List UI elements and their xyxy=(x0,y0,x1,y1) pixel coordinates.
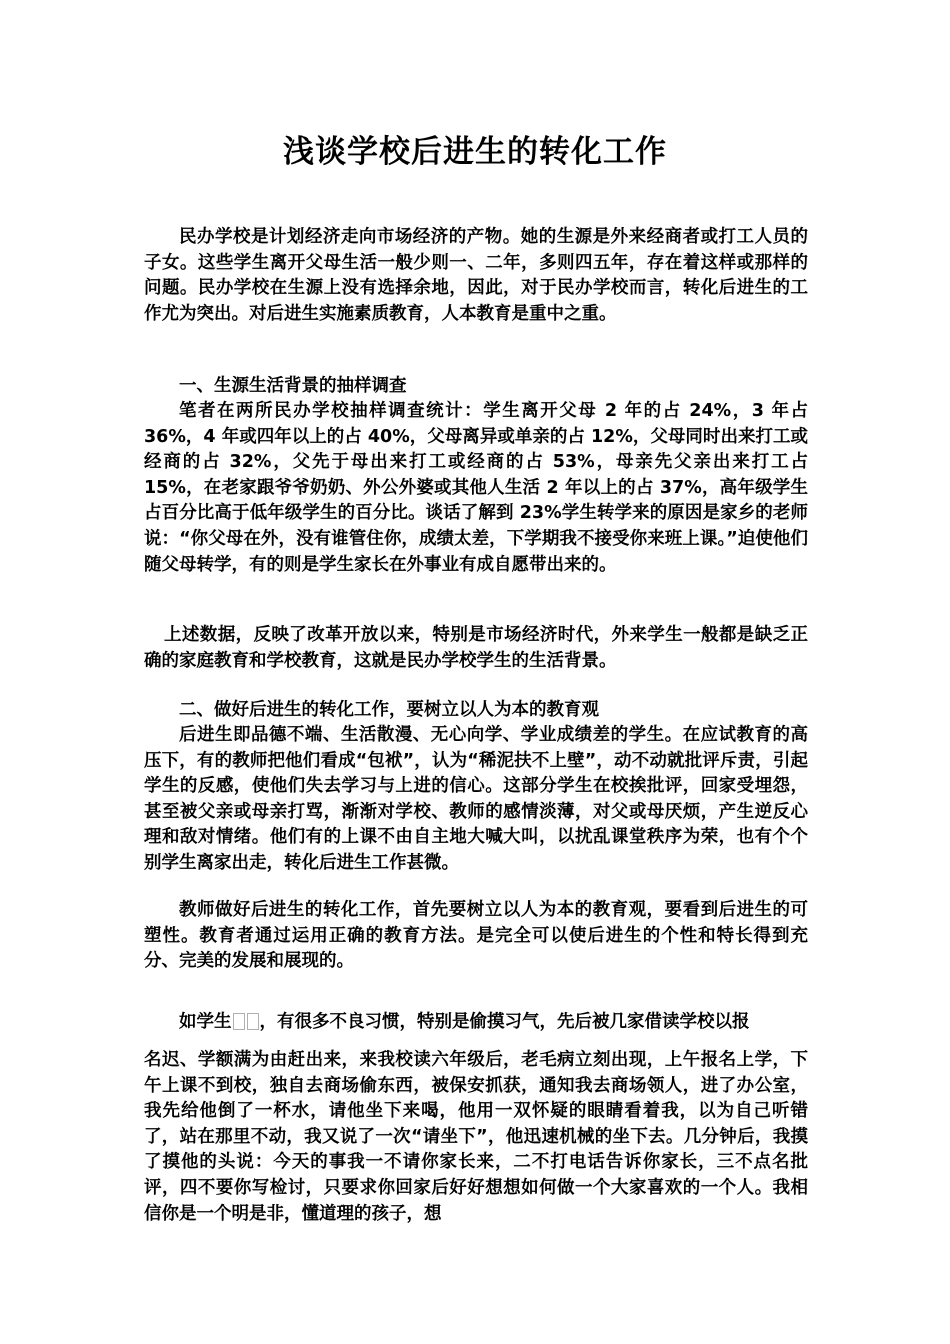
example-lead-text: 如学生 xyxy=(179,1012,232,1032)
section-2-heading: 二、做好后进生的转化工作，要树立以人为本的教育观 xyxy=(179,700,599,720)
example-body: 名迟、学额满为由赶出来，来我校读六年级后，老毛病立刻出现，上午报名上学，下午上课不到校，独自去商场偷东西，被保安抓获，通知我去商场领人，进了办公室，我先给他倒了一杯水，请他坐下来喝，他用一双怀疑的眼睛看着我，以为自己听错了，站在那里不动，我又说了一次“请坐下”，他迅速机械的坐下去。几分钟后，我摸了摸他的头说：今天的事我一不请你家长来，二不打电话告诉你家长，三不点名批评，四不要你写检讨，只要求你回家后好好想想如何做一个大家喜欢的一个人。我相信你是一个明是非，懂道理的孩子，想 xyxy=(144,1050,808,1224)
example-lead-rest-text: ，有很多不良习惯，特别是偷摸习气，先后被几家借读学校以报 xyxy=(259,1012,750,1032)
section-1-heading: 一、生源生活背景的抽样调查 xyxy=(179,376,407,396)
missing-glyph-icon xyxy=(233,1013,245,1030)
missing-glyph-icon xyxy=(247,1013,259,1030)
section-1-body: 笔者在两所民办学校抽样调查统计：学生离开父母 2 年的占 24%，3 年占 36%，4 年或四年以上的占 40%，父母离异或单亲的占 12%，父母同时出来打工或经商的占 32%，父先于母出来打工或经商的占 53%，母亲先父亲出来打工占 15%，在老家跟爷爷奶奶、外公外婆或其他人生活 2 年以上的占 37%，高年级学生占百分比高于低年级学生的百分比。谈话了解到 23%学生转学来的原因是家乡的老师说：“你父母在外，没有谁管住你，成绩太差，下学期我不接受你来班上课。”迫使他们随父母转学，有的则是学生家长在外事业有成自愿带出来的。 xyxy=(144,401,808,575)
section-1-summary: 上述数据，反映了改革开放以来，特别是市场经济时代，外来学生一般都是缺乏正确的家庭教育和学校教育，这就是民办学校学生的生活背景。 xyxy=(144,625,808,671)
document-title: 浅谈学校后进生的转化工作 xyxy=(283,134,667,170)
example-lead-line xyxy=(144,1010,808,1036)
section-2-teacher-paragraph: 教师做好后进生的转化工作，首先要树立以人为本的教育观，要看到后进生的可塑性。教育者通过运用正确的教育方法。是完全可以使后进生的个性和特长得到充分、完美的发展和展现的。 xyxy=(144,900,808,972)
section-2-body: 后进生即品德不端、生活散漫、无心向学、学业成绩差的学生。在应试教育的高压下，有的教师把他们看成“包袱”，认为“稀泥扶不上壁”，动不动就批评斥责，引起学生的反感，使他们失去学习与上进的信心。这部分学生在校挨批评，回家受埋怨，甚至被父亲或母亲打骂，渐渐对学校、教师的感情淡薄，对父或母厌烦，产生逆反心理和敌对情绪。他们有的上课不由自主地大喊大叫，以扰乱课堂秩序为荣，也有个个别学生离家出走，转化后进生工作甚微。 xyxy=(144,725,808,873)
intro-paragraph: 民办学校是计划经济走向市场经济的产物。她的生源是外来经商者或打工人员的子女。这些学生离开父母生活一般少则一、二年，多则四五年，存在着这样或那样的问题。民办学校在生源上没有选择余地，因此，对于民办学校而言，转化后进生的工作尤为突出。对后进生实施素质教育，人本教育是重中之重。 xyxy=(144,227,808,324)
